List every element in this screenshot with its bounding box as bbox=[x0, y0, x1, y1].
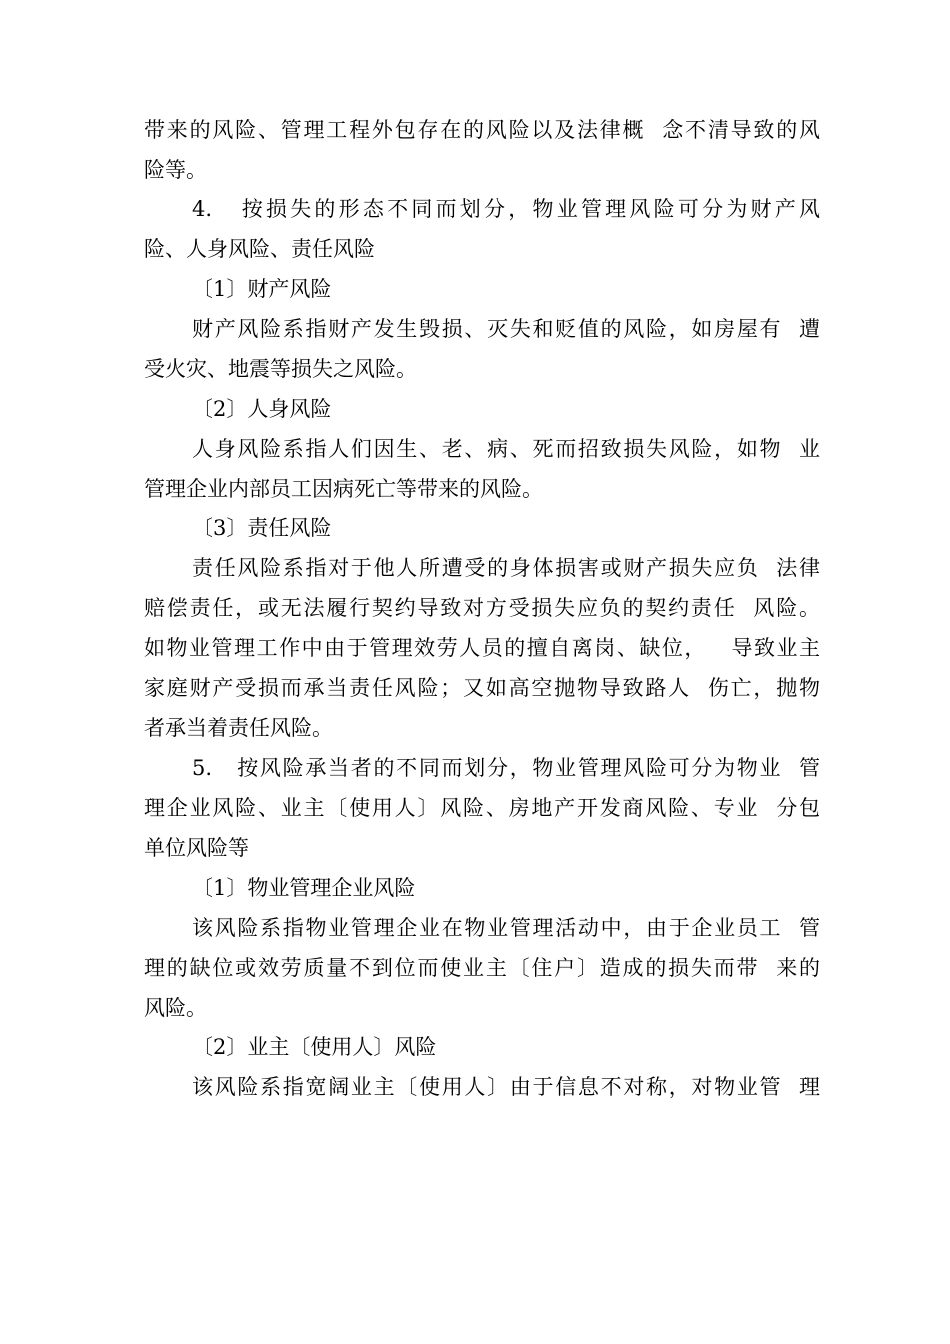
section-heading: 〔3〕责任风险 bbox=[192, 516, 332, 540]
text-line: 受火灾、地震等损失之风险。 bbox=[144, 357, 417, 381]
text-line: 5. 按风险承当者的不同而划分，物业管理风险可分为物业 管 bbox=[192, 756, 820, 780]
text-line: 风险。 bbox=[144, 996, 207, 1020]
section-heading: 〔1〕财产风险 bbox=[192, 277, 332, 301]
text-line: 管理企业内部员工因病死亡等带来的风险。 bbox=[144, 477, 543, 501]
text-line: 单位风险等 bbox=[144, 836, 249, 860]
text-line: 者承当着责任风险。 bbox=[144, 716, 333, 740]
text-line: 带来的风险、管理工程外包存在的风险以及法律概 念不清导致的风 bbox=[144, 118, 820, 142]
text-line: 家庭财产受损而承当责任风险；又如高空抛物导致路人 伤亡，抛物 bbox=[144, 676, 820, 700]
section-heading: 〔2〕人身风险 bbox=[192, 397, 332, 421]
text-line: 该风险系指物业管理企业在物业管理活动中，由于企业员工 管 bbox=[192, 916, 820, 940]
text-line: 险、人身风险、责任风险 bbox=[144, 237, 375, 261]
section-heading: 〔1〕物业管理企业风险 bbox=[192, 876, 416, 900]
text-line: 险等。 bbox=[144, 158, 207, 182]
text-line: 理的缺位或效劳质量不到位而使业主〔住户〕造成的损失而带 来的 bbox=[144, 956, 820, 980]
text-line: 人身风险系指人们因生、老、病、死而招致损失风险，如物 业 bbox=[192, 437, 820, 461]
text-line: 财产风险系指财产发生毁损、灭失和贬值的风险，如房屋有 遭 bbox=[192, 317, 820, 341]
text-line: 理企业风险、业主〔使用人〕风险、房地产开发商风险、专业 分包 bbox=[144, 796, 820, 820]
text-line: 4. 按损失的形态不同而划分，物业管理风险可分为财产风 bbox=[192, 197, 820, 221]
text-line: 赔偿责任，或无法履行契约导致对方受损失应负的契约责任 风险。 bbox=[144, 596, 820, 620]
text-line: 该风险系指宽阔业主〔使用人〕由于信息不对称，对物业管 理 bbox=[192, 1075, 820, 1099]
section-heading: 〔2〕业主〔使用人〕风险 bbox=[192, 1035, 437, 1059]
text-line: 如物业管理工作中由于管理效劳人员的擅自离岗、缺位， 导致业主 bbox=[144, 636, 820, 660]
text-line: 责任风险系指对于他人所遭受的身体损害或财产损失应负 法律 bbox=[192, 556, 820, 580]
